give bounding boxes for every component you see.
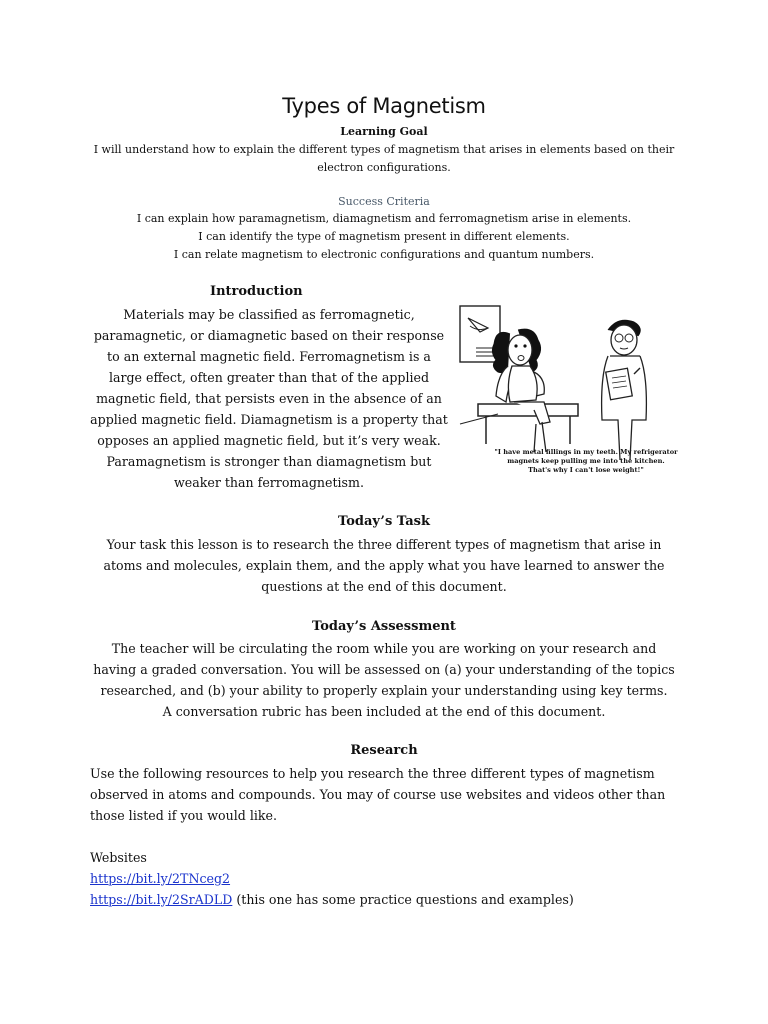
introduction-line: large effect, often greater than that of the applied	[108, 370, 430, 385]
research-heading: Research	[350, 743, 418, 758]
learning-goal-line: I will understand how to explain the different types of magnetism that arises in elements based on their	[93, 143, 675, 156]
success-criteria-line: I can explain how paramagnetism, diamagnetism and ferromagnetism arise in elements.	[136, 212, 632, 225]
introduction-text	[88, 304, 450, 493]
cartoon-caption-line: magnets keep pulling me into the kitchen.	[507, 457, 665, 465]
todays-assessment-line: The teacher will be circulating the room while you are working on your research and	[111, 641, 657, 656]
magnetism-cartoon-image	[458, 304, 678, 480]
todays-task-line: Your task this lesson is to research the three different types of magnetism that arise in	[106, 537, 662, 552]
todays-assessment-heading: Today’s Assessment	[312, 619, 456, 634]
introduction-line: applied magnetic field. Diamagnetism is a property that	[90, 412, 448, 427]
introduction-line: Materials may be classified as ferromagnetic,	[123, 307, 415, 322]
cartoon-caption-line: "I have metal fillings in my teeth. My refrigerator	[494, 448, 678, 456]
research-line: observed in atoms and compounds. You may of course use websites and videos other than	[90, 787, 666, 802]
success-criteria-heading: Success Criteria	[338, 195, 430, 208]
website-link[interactable]: https://bit.ly/2TNceg2	[90, 871, 231, 886]
success-criteria-line: I can identify the type of magnetism present in different elements.	[198, 230, 570, 243]
introduction-line: magnetic field, that persists even in the absence of an	[96, 391, 442, 406]
todays-task-text	[0, 534, 768, 597]
todays-assessment-line: researched, and (b) your ability to properly explain your understanding using key terms.	[100, 683, 668, 698]
introduction-heading: Introduction	[210, 284, 303, 299]
todays-assessment-line: A conversation rubric has been included at the end of this document.	[162, 704, 606, 719]
introduction-line: to an external magnetic field. Ferromagnetism is a	[107, 349, 431, 364]
learning-goal-heading: Learning Goal	[340, 125, 428, 138]
todays-task-line: questions at the end of this document.	[261, 579, 507, 594]
research-text	[90, 763, 665, 826]
introduction-line: Paramagnetism is stronger than diamagnetism but	[106, 454, 432, 469]
introduction-line: opposes an applied magnetic field, but it’s very weak.	[97, 433, 441, 448]
website-note: (this one has some practice questions and examples)	[232, 892, 574, 907]
learning-goal-line: electron configurations.	[317, 161, 451, 174]
todays-task-line: atoms and molecules, explain them, and the apply what you have learned to answer the	[103, 558, 665, 573]
website-link[interactable]: https://bit.ly/2SrADLD	[90, 892, 233, 907]
success-criteria-line: I can relate magnetism to electronic configurations and quantum numbers.	[173, 248, 595, 261]
websites-heading: Websites	[90, 850, 147, 865]
todays-assessment-text	[0, 638, 768, 722]
page-title: Types of Magnetism	[282, 94, 486, 118]
introduction-line: paramagnetic, or diamagnetic based on their response	[93, 328, 445, 343]
todays-assessment-line: having a graded conversation. You will be assessed on (a) your understanding of the topics	[93, 662, 675, 677]
todays-task-heading: Today’s Task	[338, 514, 430, 529]
website-entry	[90, 889, 574, 910]
research-line: those listed if you would like.	[90, 808, 277, 823]
introduction-line: weaker than ferromagnetism.	[174, 475, 364, 490]
website-entry	[90, 868, 230, 889]
research-line: Use the following resources to help you research the three different types of magnetism	[90, 766, 655, 781]
cartoon-caption-line: That's why I can't lose weight!"	[528, 466, 644, 474]
